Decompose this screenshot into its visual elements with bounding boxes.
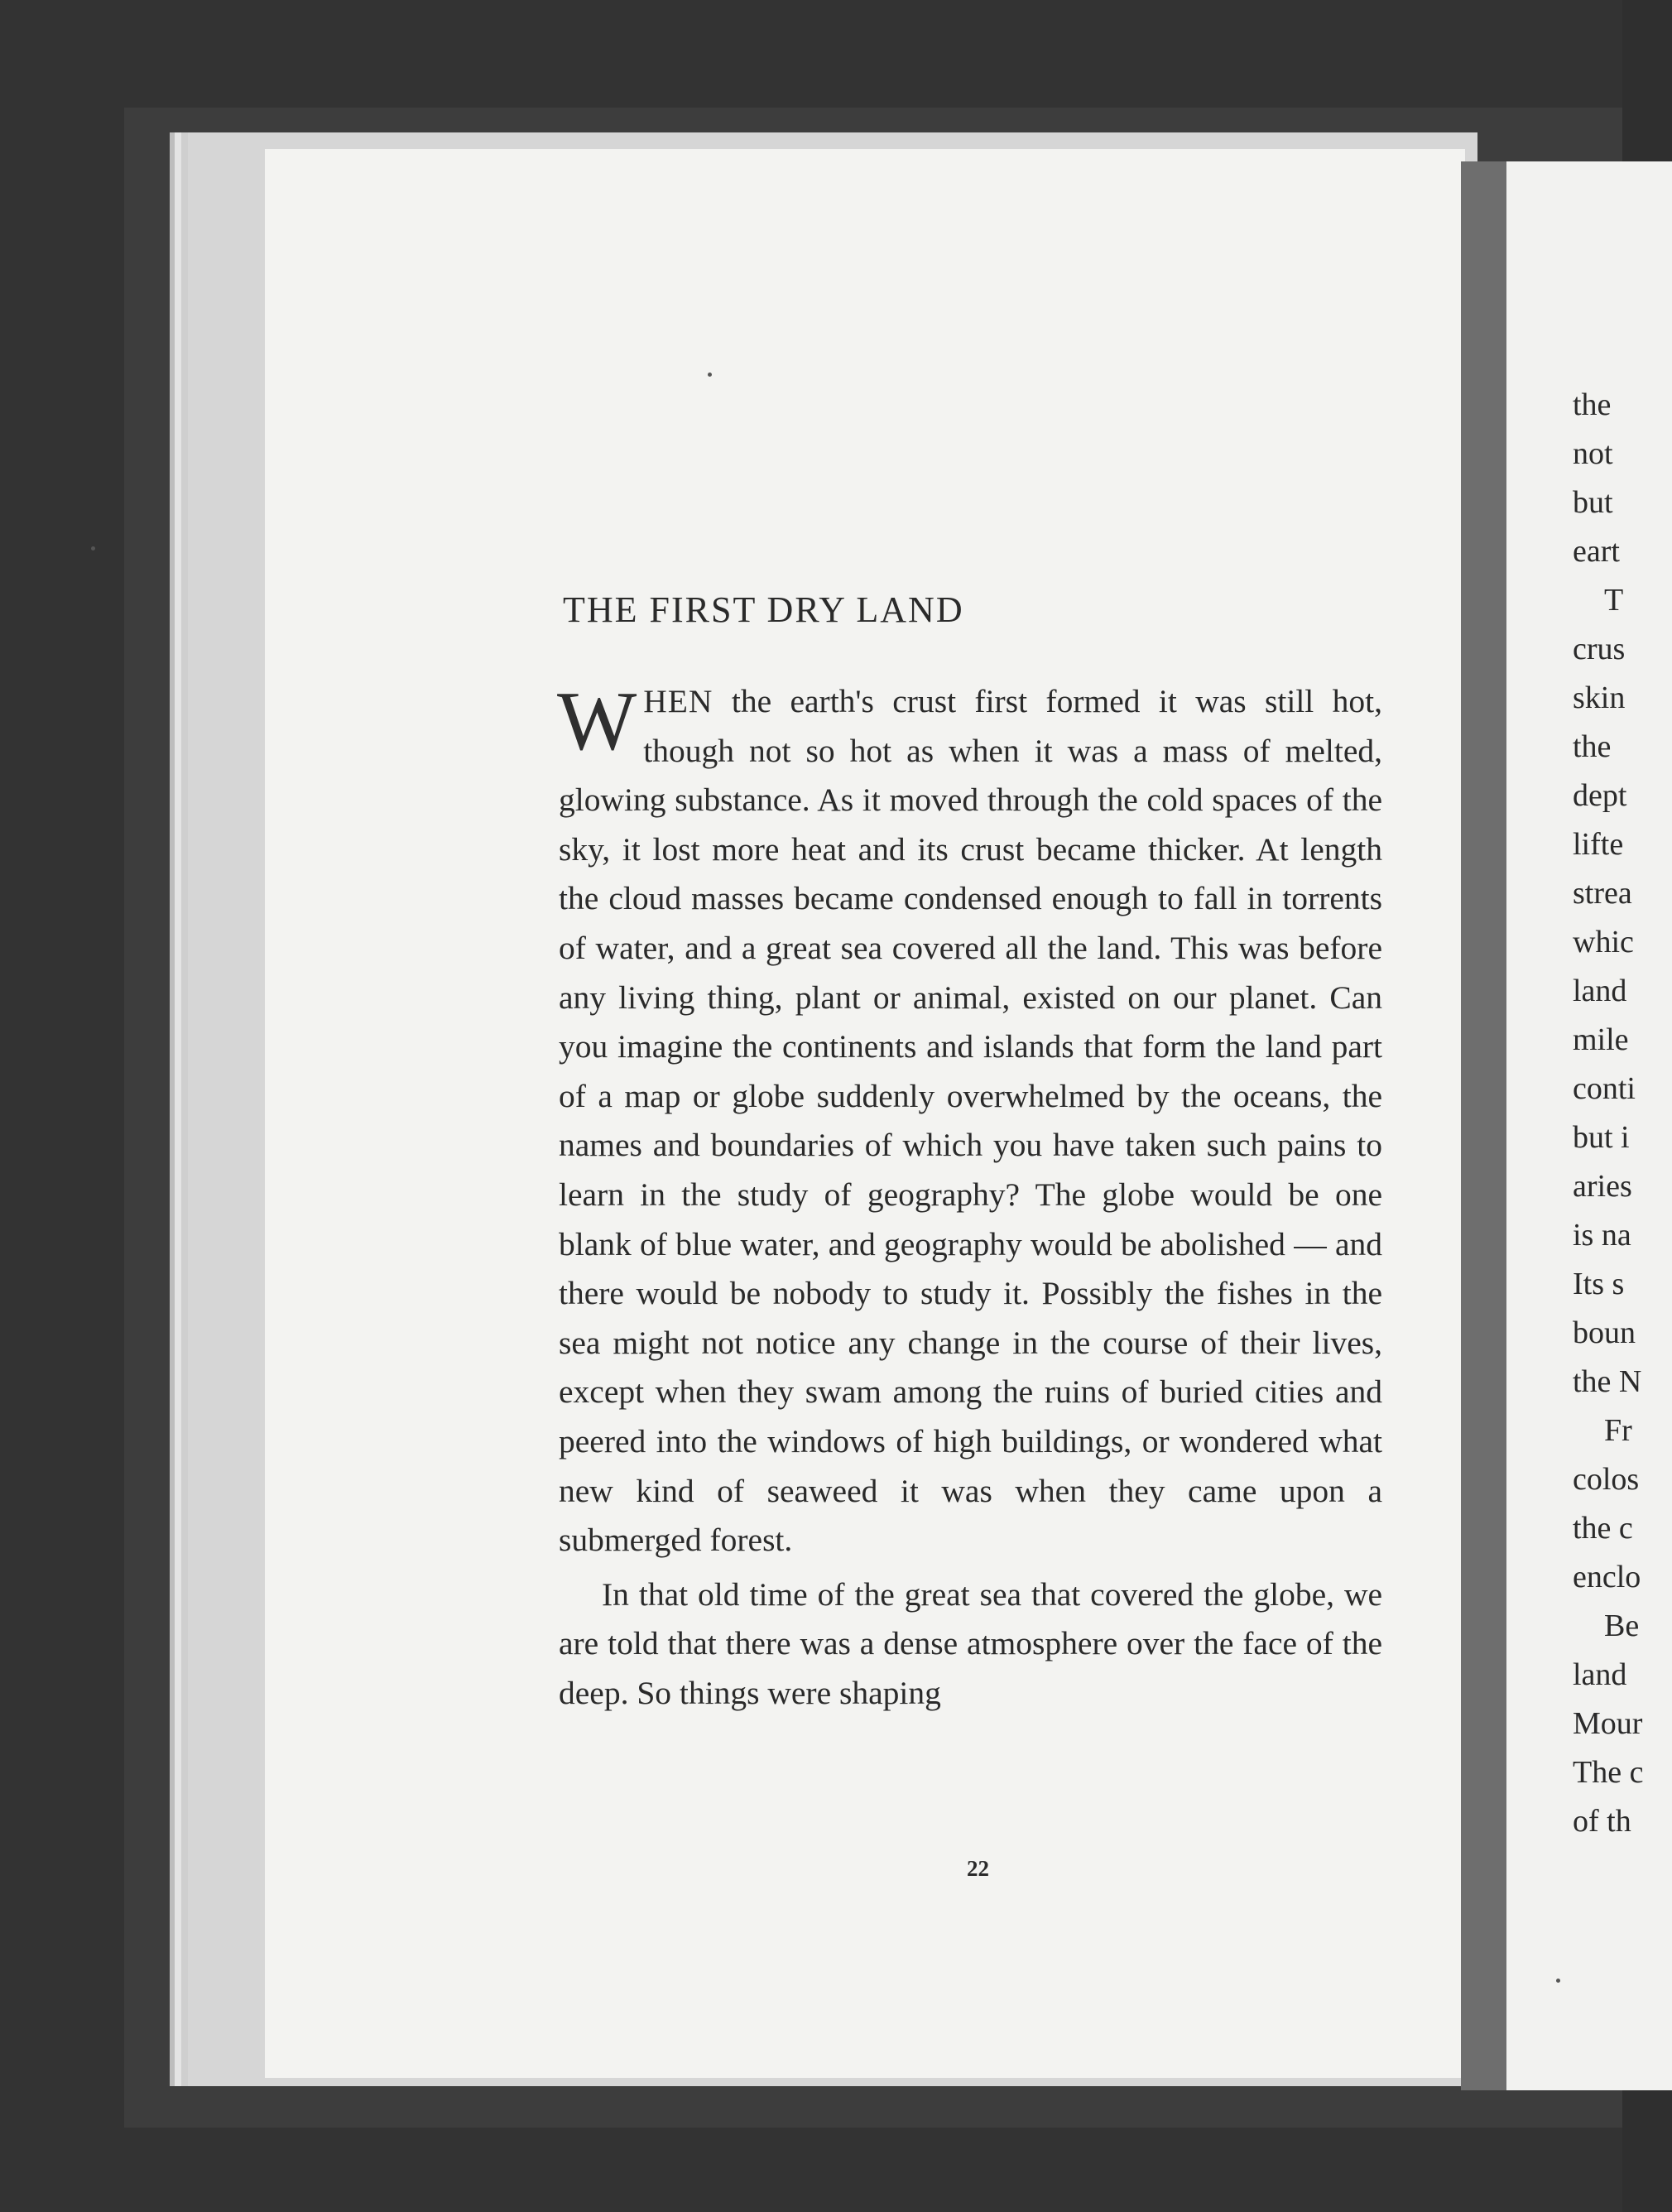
facing-page-lines [1573,381,1643,1846]
facing-page-line: the N [1573,1364,1642,1399]
facing-page-line: aries [1573,1169,1632,1204]
body-text [559,677,1382,1718]
facing-page-line: of th [1573,1804,1631,1839]
facing-page [1506,161,1672,2090]
facing-page-line: the [1573,729,1612,764]
facing-page-line: lifte [1573,827,1624,862]
facing-page-line: crus [1573,632,1626,666]
facing-page-line: boun [1573,1315,1636,1350]
facing-page-line: not [1573,436,1613,471]
first-word-rest: HEN [643,683,713,719]
facing-page-line: The c [1573,1755,1644,1790]
facing-page-line: mile [1573,1022,1629,1057]
facing-page-line: conti [1573,1071,1636,1106]
paragraph-1-text: the earth's crust first formed it was still hot, though not so hot as when it was a mass of melted, glowing substance. As it moved through the cold spaces of the sky, it lost more heat and its crust became thicker. At length the cloud masses became condensed enough to fall in torrents of water, and a great sea covered all the land. This was before any living thing, plant or animal, existed on our planet. Can you imagine the continents and islands that form the land part of a map or globe suddenly overwhelmed by the oceans, the names and boundaries of which you have taken such pains to learn in the study of geography? The globe would be one blank of blue water, and geography would be abolished — and there would be nobody to study it. Possibly the fishes in the sea might not notice any change in the course of their lives, except when they swam among the ruins of buried cities and peered into the windows of high buildings, or wondered what new kind of seaweed it was when they came upon a submerged forest. [559,683,1382,1559]
drop-cap: W [557,675,637,768]
facing-page-line: land [1573,1657,1627,1692]
facing-page-line: the c [1573,1511,1633,1546]
scan-speck [1556,1979,1560,1983]
paragraph-1 [559,677,1382,1565]
facing-page-line: but [1573,485,1613,520]
facing-page-line: Fr [1604,1413,1632,1448]
facing-page-line: the [1573,387,1612,422]
facing-page-line: colos [1573,1462,1640,1497]
facing-page-line: is na [1573,1218,1631,1253]
facing-page-line: skin [1573,680,1626,715]
gutter-shadow [1461,161,1506,2090]
scan-speck [708,373,712,377]
facing-page-line: T [1604,583,1624,618]
facing-page-line: whic [1573,925,1634,959]
paragraph-2: In that old time of the great sea that covered the globe, we are told that there was a dense atmosphere over the face of the deep. So things were shaping [559,1575,1382,1711]
facing-page-line: dept [1573,778,1627,813]
facing-page-line: Its s [1573,1267,1625,1301]
facing-page-line: land [1573,974,1627,1008]
facing-page-line: enclo [1573,1560,1641,1594]
facing-page-line: Be [1604,1609,1640,1643]
chapter-title: THE FIRST DRY LAND [563,589,964,630]
facing-page-line: but i [1573,1120,1630,1155]
facing-page-line: strea [1573,876,1632,911]
facing-page-line: Mour [1573,1706,1643,1741]
facing-page-line: eart [1573,534,1620,569]
scan-speck [91,546,95,551]
page-number: 22 [967,1856,989,1881]
